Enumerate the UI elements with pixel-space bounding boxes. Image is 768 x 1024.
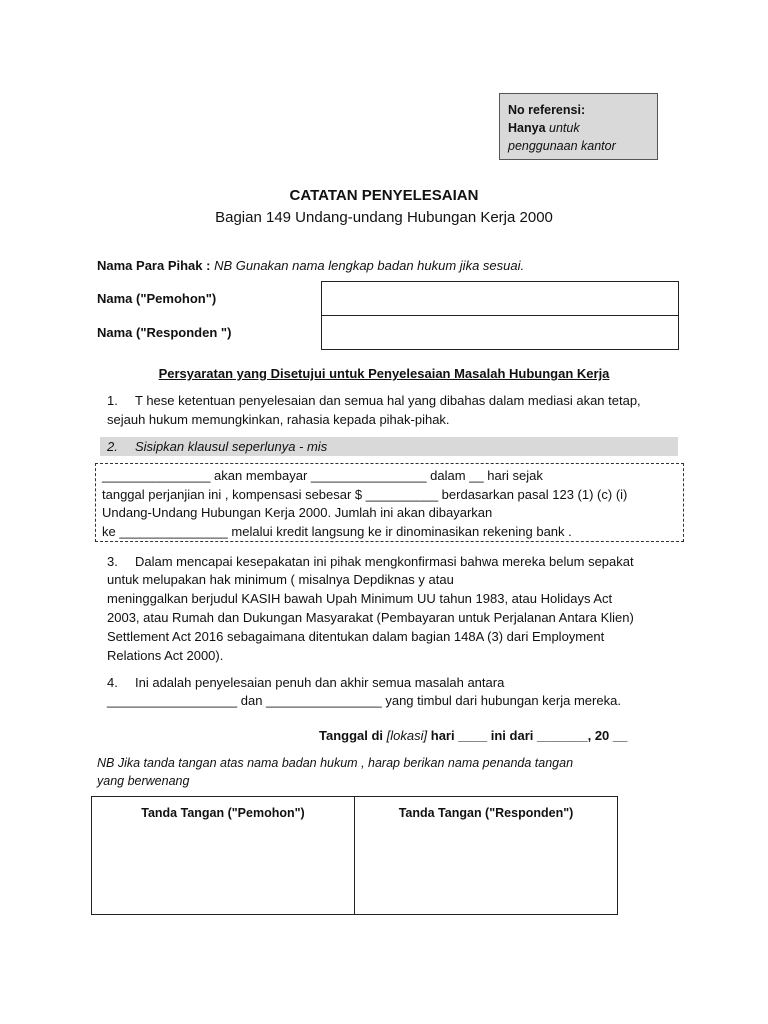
item3-line5: Settlement Act 2016 sebagaimana ditentukan dalam bagian 148A (3) dari Employment [107, 629, 605, 644]
location-placeholder: [lokasi] [386, 728, 428, 743]
signature-note-line2: yang berwenang [97, 774, 190, 788]
date-pre: Tanggal di [319, 728, 384, 743]
applicant-name-label: Nama ("Pemohon") [97, 291, 217, 306]
item4-line1: Ini adalah penyelesaian penuh dan akhir semua masalah antara [135, 675, 505, 690]
respondent-signature-field[interactable] [355, 797, 618, 915]
item3-number: 3. [107, 554, 118, 569]
clause-line3: Undang-Undang Hubungan Kerja 2000. Jumlah ini akan dibayarkan [102, 505, 493, 520]
respondent-signature-label: Tanda Tangan ("Responden") [398, 806, 574, 820]
date-line [319, 726, 627, 745]
parties-note: NB Gunakan nama lengkap badan hukum jika sesuai. [214, 258, 525, 273]
terms-heading: Persyaratan yang Disetujui untuk Penyelesaian Masalah Hubungan Kerja [158, 366, 610, 381]
applicant-signature-label: Tanda Tangan ("Pemohon") [141, 806, 305, 820]
office-reference-box [499, 93, 658, 160]
applicant-row [91, 282, 679, 316]
item3-line1: Dalam mencapai kesepakatan ini pihak mengkonfirmasi bahwa mereka belum sepakat [135, 554, 634, 569]
office-use-note-line2: penggunaan kantor [508, 139, 616, 153]
respondent-row [91, 316, 679, 350]
document-subtitle: Bagian 149 Undang-undang Hubungan Kerja 2000 [215, 209, 553, 226]
item4-number: 4. [107, 675, 118, 690]
office-use-hanya: Hanya [508, 121, 546, 135]
office-use-untuk: untuk [549, 121, 580, 135]
parties-label: Nama Para Pihak : [97, 258, 211, 273]
item2-text: Sisipkan klausul seperlunya - mis [135, 439, 328, 454]
applicant-signature-field[interactable] [92, 797, 355, 915]
item2-number: 2. [107, 439, 118, 454]
applicant-name-field[interactable] [321, 282, 679, 316]
parties-table [91, 281, 679, 350]
item3-line2: untuk melupakan hak minimum ( misalnya Depdiknas y atau [107, 572, 454, 587]
item3-line3: meninggalkan berjudul KASIH bawah Upah Minimum UU tahun 1983, atau Holidays Act [107, 591, 613, 606]
signature-note-line1: NB Jika tanda tangan atas nama badan hukum , harap berikan nama penanda tangan [97, 756, 574, 770]
date-post: hari ____ ini dari _______, 20 __ [430, 728, 628, 743]
office-use-note [508, 119, 649, 137]
clause-line2: tanggal perjanjian ini , kompensasi sebesar $ __________ berdasarkan pasal 123 (1) (c) (i) [102, 487, 628, 502]
reference-label: No referensi: [508, 103, 586, 117]
parties-intro [97, 256, 524, 275]
item3-line6: Relations Act 2000). [107, 648, 224, 663]
item1-number: 1. [107, 393, 118, 408]
document-title: CATATAN PENYELESAIAN [289, 187, 479, 204]
item1-line2: sejauh hukum memungkinkan, rahasia kepada pihak-pihak. [107, 412, 450, 427]
respondent-name-field[interactable] [321, 316, 679, 350]
item4-line2: __________________ dan ________________ yang timbul dari hubungan kerja mereka. [107, 693, 621, 708]
respondent-name-label: Nama ("Responden ") [97, 325, 232, 340]
item3-line4: 2003, atau Rumah dan Dukungan Masyarakat (Pembayaran untuk Perjalanan Antara Klien) [107, 610, 634, 625]
clause-line1: _______________ akan membayar ________________ dalam __ hari sejak [102, 468, 543, 483]
clause-line4: ke _______________ melalui kredit langsung ke ir dinominasikan rekening bank . [102, 524, 572, 539]
item1-line1: T hese ketentuan penyelesaian dan semua hal yang dibahas dalam mediasi akan tetap, [135, 393, 641, 408]
signature-table [91, 796, 618, 915]
